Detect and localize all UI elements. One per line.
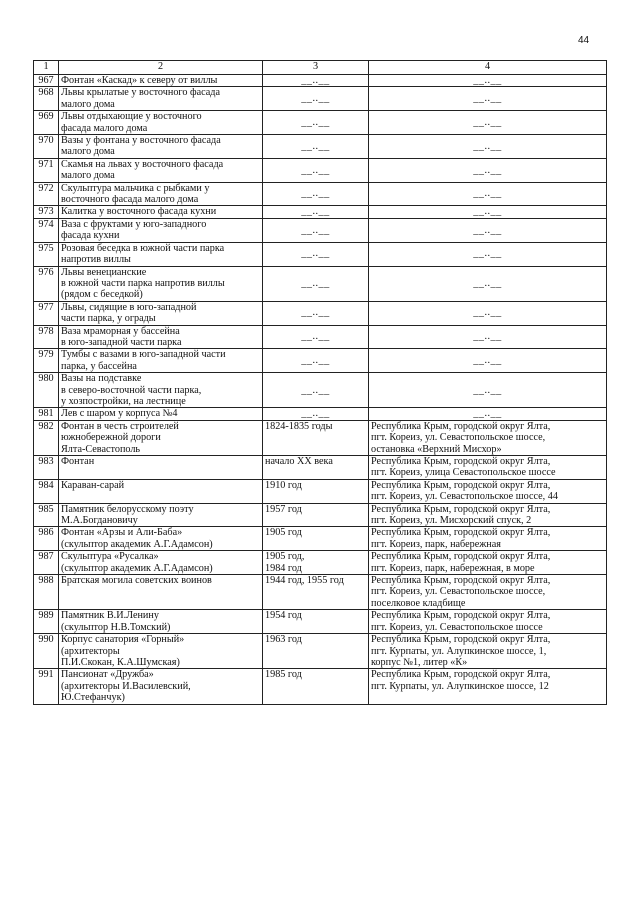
row-number: 971 [34, 158, 59, 182]
object-date: __..__ [263, 87, 369, 111]
object-date: 1905 год [263, 527, 369, 551]
object-date: 1954 год [263, 610, 369, 634]
object-address: Республика Крым, городской округ Ялта, пгт. Курпаты, ул. Алупкинское шоссе, 1, корпус №1, литер «К» [369, 634, 607, 669]
table-row [34, 503, 607, 527]
row-number: 976 [34, 266, 59, 301]
object-address: Республика Крым, городской округ Ялта, пгт. Кореиз, улица Севастопольское шоссе [369, 456, 607, 480]
object-date: __..__ [263, 111, 369, 135]
object-address: __..__ [369, 266, 607, 301]
row-number: 984 [34, 479, 59, 503]
object-date: 1944 год, 1955 год [263, 575, 369, 610]
row-number: 970 [34, 135, 59, 159]
object-name: Скульптура мальчика с рыбками у восточного фасада малого дома [59, 182, 263, 206]
object-address: __..__ [369, 373, 607, 408]
object-address: __..__ [369, 75, 607, 87]
object-date: 1985 год [263, 669, 369, 704]
object-date: 1910 год [263, 479, 369, 503]
object-address: __..__ [369, 111, 607, 135]
row-number: 969 [34, 111, 59, 135]
table-row [34, 111, 607, 135]
object-address: Республика Крым, городской округ Ялта, пгт. Кореиз, парк, набережная, в море [369, 551, 607, 575]
object-name: Фонтан [59, 456, 263, 480]
table-row [34, 158, 607, 182]
object-address: Республика Крым, городской округ Ялта, пгт. Кореиз, парк, набережная [369, 527, 607, 551]
object-date: начало XX века [263, 456, 369, 480]
object-address: Республика Крым, городской округ Ялта, пгт. Кореиз, ул. Мисхорский спуск, 2 [369, 503, 607, 527]
row-number: 975 [34, 242, 59, 266]
column-header-1: 1 [34, 61, 59, 75]
object-date: 1963 год [263, 634, 369, 669]
row-number: 978 [34, 325, 59, 349]
object-address: __..__ [369, 408, 607, 420]
row-number: 982 [34, 420, 59, 455]
table-row [34, 325, 607, 349]
object-name: Скамья на львах у восточного фасада малого дома [59, 158, 263, 182]
table-row [34, 634, 607, 669]
object-address: __..__ [369, 301, 607, 325]
object-name: Фонтан «Каскад» к северу от виллы [59, 75, 263, 87]
object-date: 1905 год, 1984 год [263, 551, 369, 575]
row-number: 974 [34, 218, 59, 242]
object-name: Фонтан в честь строителей южнобережной дороги Ялта-Севастополь [59, 420, 263, 455]
object-date: __..__ [263, 242, 369, 266]
object-name: Львы крылатые у восточного фасада малого дома [59, 87, 263, 111]
object-address: Республика Крым, городской округ Ялта, пгт. Кореиз, ул. Севастопольское шоссе, 44 [369, 479, 607, 503]
object-date: __..__ [263, 135, 369, 159]
object-address: __..__ [369, 325, 607, 349]
table-body [34, 75, 607, 705]
table-row [34, 135, 607, 159]
object-name: Корпус санатория «Горный» (архитекторы П.И.Скокан, К.А.Шумская) [59, 634, 263, 669]
object-address: __..__ [369, 182, 607, 206]
row-number: 985 [34, 503, 59, 527]
object-address: Республика Крым, городской округ Ялта, пгт. Кореиз, ул. Севастопольское шоссе, поселковое кладбище [369, 575, 607, 610]
object-name: Розовая беседка в южной части парка напротив виллы [59, 242, 263, 266]
object-date: __..__ [263, 301, 369, 325]
object-date: __..__ [263, 158, 369, 182]
table-row [34, 75, 607, 87]
table-row [34, 420, 607, 455]
row-number: 977 [34, 301, 59, 325]
table-row [34, 87, 607, 111]
row-number: 986 [34, 527, 59, 551]
object-address: __..__ [369, 349, 607, 373]
page-number: 44 [578, 35, 590, 46]
object-name: Памятник белорусскому поэту М.А.Богдановичу [59, 503, 263, 527]
monuments-table [33, 60, 607, 705]
object-name: Львы отдыхающие у восточного фасада малого дома [59, 111, 263, 135]
table-row [34, 479, 607, 503]
object-address: Республика Крым, городской округ Ялта, пгт. Курпаты, ул. Алупкинское шоссе, 12 [369, 669, 607, 704]
object-name: Ваза с фруктами у юго-западного фасада кухни [59, 218, 263, 242]
column-header-3: 3 [263, 61, 369, 75]
object-date: __..__ [263, 182, 369, 206]
object-name: Калитка у восточного фасада кухни [59, 206, 263, 218]
table-row [34, 301, 607, 325]
object-name: Тумбы с вазами в юго-западной части парка, у бассейна [59, 349, 263, 373]
object-name: Пансионат «Дружба» (архитекторы И.Василевский, Ю.Стефанчук) [59, 669, 263, 704]
row-number: 968 [34, 87, 59, 111]
object-date: __..__ [263, 408, 369, 420]
row-number: 988 [34, 575, 59, 610]
table-row [34, 610, 607, 634]
object-address: __..__ [369, 242, 607, 266]
table-row [34, 456, 607, 480]
column-header-4: 4 [369, 61, 607, 75]
column-header-2: 2 [59, 61, 263, 75]
row-number: 981 [34, 408, 59, 420]
object-name: Караван-сарай [59, 479, 263, 503]
table-row [34, 242, 607, 266]
row-number: 990 [34, 634, 59, 669]
object-name: Львы, сидящие в юго-западной части парка, у ограды [59, 301, 263, 325]
object-name: Ваза мраморная у бассейна в юго-западной части парка [59, 325, 263, 349]
object-name: Братская могила советских воинов [59, 575, 263, 610]
table-row [34, 551, 607, 575]
object-name: Лев с шаром у корпуса №4 [59, 408, 263, 420]
row-number: 989 [34, 610, 59, 634]
row-number: 979 [34, 349, 59, 373]
object-name: Вазы на подставке в северо-восточной части парка, у хозпостройки, на лестнице [59, 373, 263, 408]
object-address: __..__ [369, 87, 607, 111]
object-date: __..__ [263, 218, 369, 242]
object-address: Республика Крым, городской округ Ялта, пгт. Кореиз, ул. Севастопольское шоссе [369, 610, 607, 634]
table-row [34, 349, 607, 373]
row-number: 987 [34, 551, 59, 575]
object-date: __..__ [263, 75, 369, 87]
row-number: 980 [34, 373, 59, 408]
object-address: __..__ [369, 158, 607, 182]
object-address: Республика Крым, городской округ Ялта, пгт. Кореиз, ул. Севастопольское шоссе, остановка «Верхний Мисхор» [369, 420, 607, 455]
table-row [34, 182, 607, 206]
table-row [34, 373, 607, 408]
row-number: 973 [34, 206, 59, 218]
object-name: Скульптура «Русалка» (скульптор академик А.Г.Адамсон) [59, 551, 263, 575]
row-number: 983 [34, 456, 59, 480]
header-row [34, 61, 607, 75]
object-date: 1957 год [263, 503, 369, 527]
table-row [34, 669, 607, 704]
object-date: __..__ [263, 206, 369, 218]
row-number: 972 [34, 182, 59, 206]
object-address: __..__ [369, 206, 607, 218]
table-row [34, 527, 607, 551]
object-name: Фонтан «Арзы и Али-Баба» (скульптор академик А.Г.Адамсон) [59, 527, 263, 551]
object-name: Львы венецианские в южной части парка напротив виллы (рядом с беседкой) [59, 266, 263, 301]
object-address: __..__ [369, 218, 607, 242]
object-date: 1824-1835 годы [263, 420, 369, 455]
object-date: __..__ [263, 373, 369, 408]
object-address: __..__ [369, 135, 607, 159]
table-row [34, 575, 607, 610]
table-row [34, 218, 607, 242]
row-number: 991 [34, 669, 59, 704]
object-name: Вазы у фонтана у восточного фасада малого дома [59, 135, 263, 159]
table-row [34, 408, 607, 420]
table-row [34, 206, 607, 218]
object-name: Памятник В.И.Ленину (скульптор Н.В.Томский) [59, 610, 263, 634]
table-row [34, 266, 607, 301]
object-date: __..__ [263, 349, 369, 373]
object-date: __..__ [263, 325, 369, 349]
row-number: 967 [34, 75, 59, 87]
object-date: __..__ [263, 266, 369, 301]
